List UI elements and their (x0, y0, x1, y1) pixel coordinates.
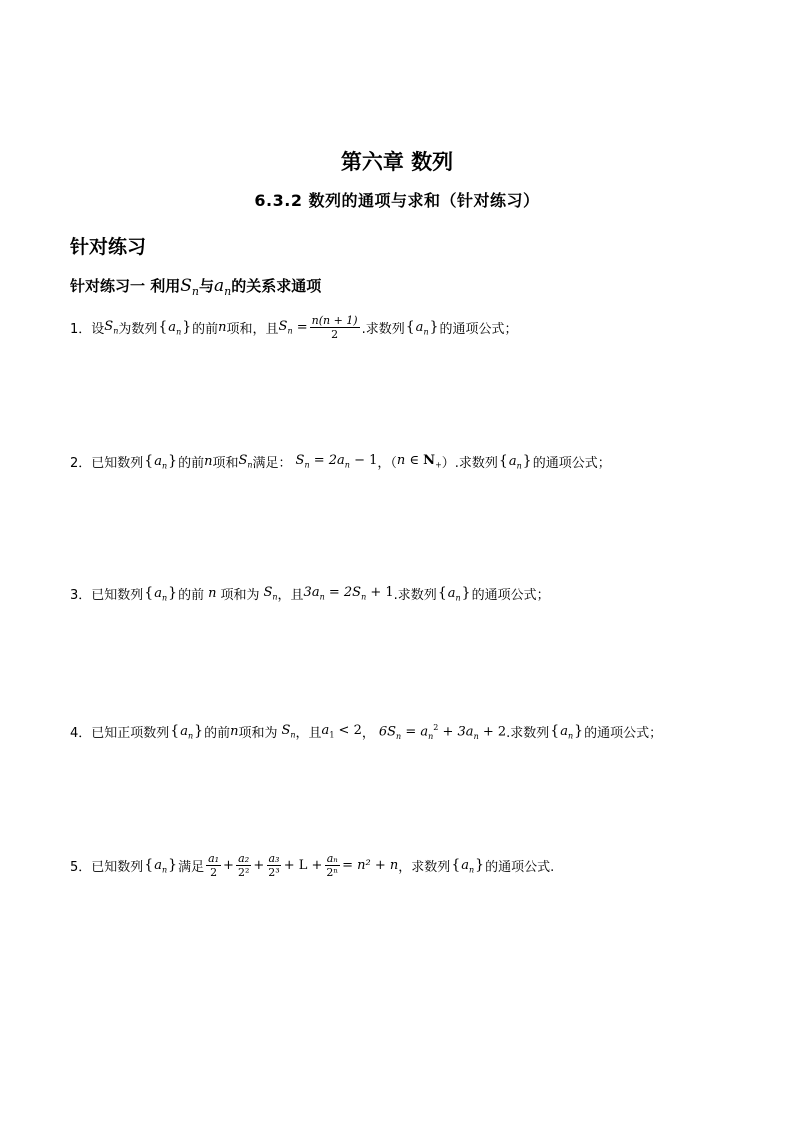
heading2-suffix: 的关系求通项 (231, 277, 322, 295)
math-sub: n (161, 593, 168, 603)
problem-text: 为数列 (118, 322, 158, 337)
math-condition (322, 723, 362, 740)
condition-part: n ∈ (396, 453, 424, 469)
heading2-mid: 与 (198, 277, 214, 295)
fraction-numerator: a₁ (208, 852, 220, 865)
problem-4 (70, 722, 662, 741)
problem-text: ） (441, 456, 455, 471)
problem-text: .求数列 (393, 588, 437, 603)
math-condition (397, 453, 442, 470)
problem-text: ，求数列 (398, 860, 451, 875)
problem-text: ，（ (377, 456, 397, 471)
problem-text: 项和为 (220, 588, 260, 603)
math-sub: n (161, 461, 168, 471)
math-symbol: a (461, 857, 469, 873)
math-symbol: a (154, 857, 162, 873)
problem-text: 的通项公式； (439, 322, 518, 337)
fraction-numerator: aₙ (326, 852, 338, 865)
formula-part: 6S (378, 723, 397, 739)
formula-part: + 3a (438, 723, 474, 739)
problem-text: .求数列 (506, 726, 550, 741)
heading-practice-one (70, 275, 321, 298)
math-n: n (208, 586, 217, 601)
math-sub: n (161, 865, 168, 875)
math-seq-a: $\{a_n\}$ (451, 856, 485, 875)
formula-part: = a (401, 723, 429, 739)
math-symbol: a (508, 453, 517, 469)
heading-practice: 针对练习 (70, 236, 147, 258)
ellipsis-operator: + L + (283, 858, 323, 873)
math-symbol: a (415, 319, 424, 335)
fraction (266, 852, 281, 879)
heading2-a: a (214, 276, 225, 296)
math-S-n (281, 723, 295, 740)
problem-text: 的通项公式； (584, 726, 663, 741)
math-symbol: S (263, 585, 273, 601)
condition-part: a (321, 723, 330, 739)
math-sub: + (435, 460, 442, 470)
math-symbol: S (295, 453, 305, 469)
math-symbol: a (154, 453, 162, 469)
math-sub: n (567, 731, 574, 741)
math-sub: n (304, 460, 310, 470)
fraction-denominator: 2 (331, 328, 339, 341)
math-n: n (218, 320, 227, 335)
math-formula (379, 723, 506, 741)
fraction-numerator: n(n + 1) (311, 314, 358, 327)
math-symbol: a (560, 723, 568, 739)
problem-text: 的前 (192, 322, 219, 337)
problem-text: 的前 (178, 588, 205, 603)
math-S-n (279, 319, 293, 336)
plus-sign: + (223, 858, 234, 873)
fraction-denominator: 2ⁿ (326, 866, 339, 879)
problem-text: .求数列 (454, 456, 498, 471)
problem-text: 的前 (204, 726, 231, 741)
math-symbol: S (278, 319, 288, 335)
math-sub: n (469, 865, 475, 875)
problem-text: 项和，且 (226, 322, 279, 337)
problem-text: ，且 (295, 726, 322, 741)
problem-text: 已知数列 (91, 860, 144, 875)
math-seq-a: $\{a_n\}$ (144, 856, 178, 875)
math-S-n (238, 453, 252, 470)
math-sub: n (319, 592, 325, 602)
math-rhs: = n² + n (342, 858, 399, 873)
fraction (206, 852, 221, 879)
formula-part: = 2S (324, 585, 362, 601)
fraction (310, 314, 360, 341)
condition-part: < 2 (334, 723, 362, 739)
heading2-sub-n: n (191, 285, 199, 298)
math-n: n (230, 724, 239, 739)
problem-number: 4． (70, 726, 92, 741)
math-sub: n (428, 731, 434, 741)
math-sub: n (455, 593, 461, 603)
formula-tail: + 2 (478, 723, 507, 739)
problem-text: 设 (91, 322, 105, 337)
math-S-n (104, 319, 118, 336)
math-seq-a: $\{a_n\}$ (158, 318, 192, 337)
math-seq-a: $\{a_n\}$ (144, 452, 178, 471)
fraction-denominator: 2² (237, 866, 250, 879)
math-S-n (263, 585, 277, 602)
math-sub: n (423, 327, 429, 337)
naturals-symbol: N (423, 453, 436, 469)
problem-number: 1． (70, 322, 92, 337)
problem-text: 项和为 (238, 726, 278, 741)
fraction-numerator: a₃ (268, 852, 280, 865)
math-sub: n (290, 730, 296, 740)
math-sub: 1 (329, 730, 335, 740)
math-sub: n (176, 327, 182, 337)
math-sub: n (344, 460, 350, 470)
problem-text: 的前 (178, 456, 205, 471)
math-symbol: S (281, 723, 291, 739)
problem-5 (70, 852, 554, 879)
formula-tail: − 1 (354, 453, 378, 469)
fraction-denominator: 2³ (268, 866, 280, 879)
chapter-title: 第六章 数列 (340, 150, 454, 174)
fraction-numerator: a₂ (238, 852, 250, 865)
formula-tail: + 1 (366, 585, 394, 601)
math-symbol: a (180, 723, 188, 739)
fraction-denominator: 2 (210, 866, 218, 879)
problem-number: 5． (70, 860, 92, 875)
math-symbol: S (104, 319, 114, 335)
math-sub: n (473, 731, 479, 741)
formula-part: 3a (303, 585, 320, 601)
math-symbol: a (154, 585, 162, 601)
heading2-S: S (180, 276, 192, 296)
fraction (236, 852, 251, 879)
fraction (324, 852, 340, 879)
problem-text: 项和 (212, 456, 239, 471)
math-seq-a: $\{a_n\}$ (437, 584, 471, 603)
math-sub: n (516, 461, 522, 471)
math-seq-a: $\{a_n\}$ (405, 318, 439, 337)
math-sub: n (287, 326, 293, 336)
problem-text: ， (361, 726, 375, 741)
math-sub: n (113, 326, 119, 336)
problem-text: 已知正项数列 (91, 726, 170, 741)
problem-text: 已知数列 (91, 456, 144, 471)
problem-3 (70, 584, 550, 603)
problem-number: 3． (70, 588, 92, 603)
math-sub: n (396, 731, 402, 741)
heading2-prefix: 针对练习一 利用 (70, 277, 181, 295)
math-symbol: a (168, 319, 177, 335)
problem-text: ，且 (277, 588, 304, 603)
formula-part: = 2a (313, 453, 345, 469)
math-sub: n (247, 460, 253, 470)
math-seq-a: $\{a_n\}$ (498, 452, 532, 471)
math-seq-a: $\{a_n\}$ (550, 722, 584, 741)
math-symbol: S (238, 453, 248, 469)
math-seq-a: $\{a_n\}$ (144, 584, 178, 603)
math-sub: n (272, 592, 278, 602)
math-sub: n (361, 592, 367, 602)
math-sub: n (187, 731, 194, 741)
math-formula (296, 453, 378, 470)
math-sup: 2 (433, 722, 439, 732)
problem-text: 已知数列 (91, 588, 144, 603)
section-title: 6.3.2 数列的通项与求和（针对练习） (254, 191, 540, 210)
equals-sign: = (292, 320, 308, 335)
math-formula (304, 585, 394, 602)
math-symbol: a (447, 585, 456, 601)
plus-sign: + (253, 858, 265, 873)
heading2-sub-n2: n (224, 285, 232, 298)
problem-text: 的通项公式； (471, 588, 550, 603)
problem-number: 2． (70, 456, 92, 471)
problem-1 (70, 314, 518, 341)
problem-text: 的通项公式； (532, 456, 611, 471)
problem-text: 的通项公式. (485, 860, 555, 875)
problem-text: 满足： (252, 456, 292, 471)
math-n: n (204, 454, 213, 469)
problem-2 (70, 452, 611, 471)
problem-text: 满足 (178, 860, 205, 875)
math-seq-a: $\{a_n\}$ (170, 722, 204, 741)
problem-text: .求数列 (361, 322, 405, 337)
